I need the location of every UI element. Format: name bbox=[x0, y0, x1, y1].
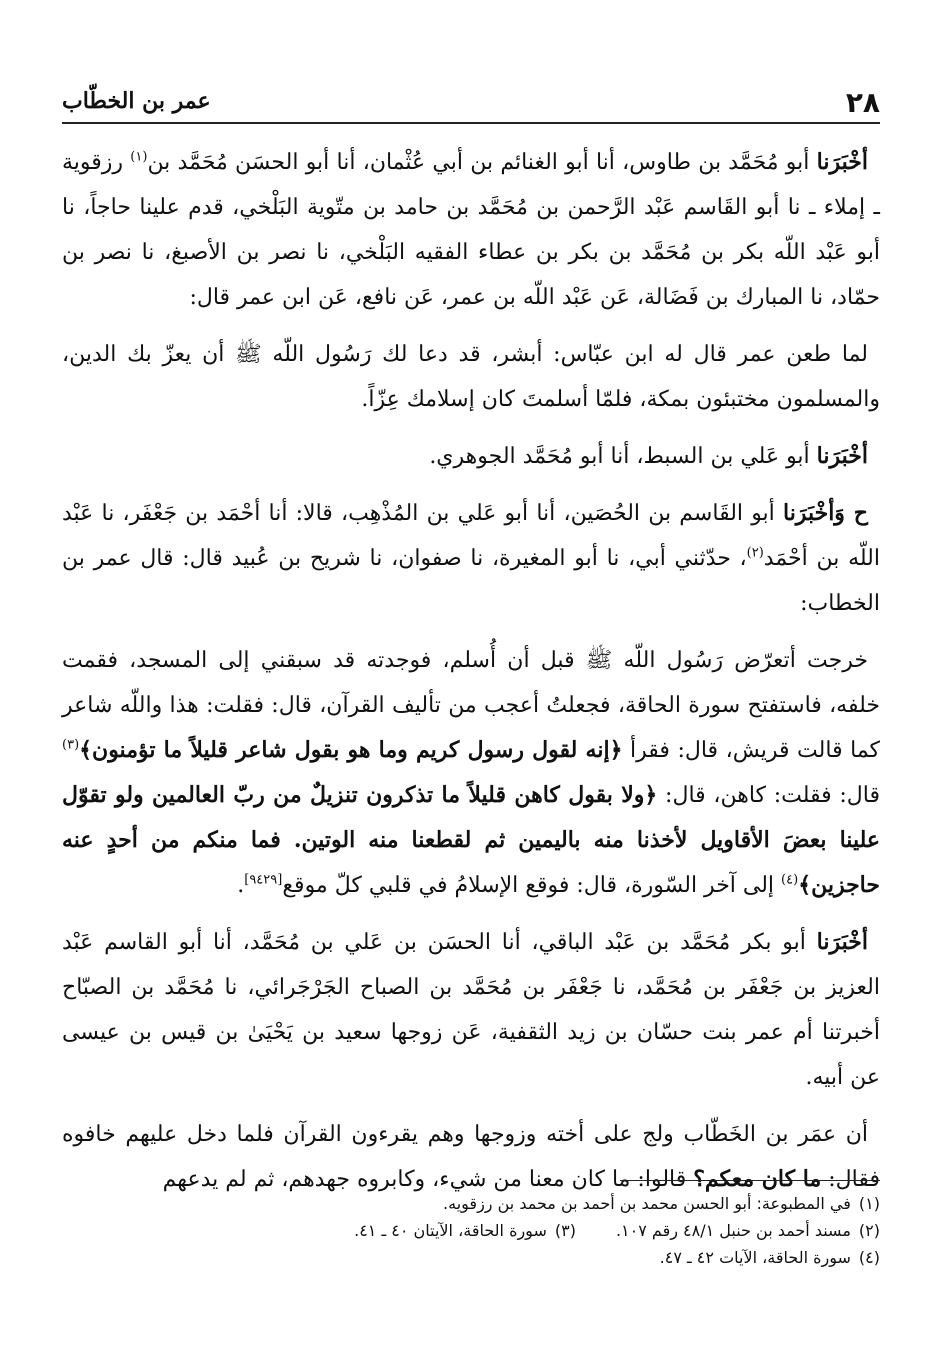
paragraph-text: ، حدّثني أبي، نا أبو المغيرة، نا صفوان، نا شريح بن عُبيد قال: قال عمر بن الخطاب: bbox=[62, 546, 880, 616]
footnote-ref: (٢) bbox=[746, 545, 764, 561]
page-header bbox=[62, 86, 880, 122]
chain-lead: أخْبَرَنا bbox=[816, 149, 868, 175]
paragraph-text: أبو القَاسم بن الحُصَين، أنا أبو عَلي بن المُذْهِب، قالا: أنا أحْمَد بن جَعْفَر، نا عَبْد اللّه بن أحْمَد bbox=[62, 501, 880, 571]
paragraph-text: أن عمَر بن الخَطّاب ولج على أخته وزوجها وهم يقرءون القرآن فلما دخل عليهم خافوه فقال: bbox=[62, 1122, 880, 1192]
footnote-row bbox=[62, 1244, 880, 1271]
paragraph-7 bbox=[62, 1112, 880, 1202]
quran-quote: ﴿ولا بقول كاهن قليلاً ما تذكرون تنزيلٌ من ربّ العالمين ولو تقوّل علينا بعضَ الأقاويل لأخذنا منه باليمين ثم لقطعنا منه الوتين. فما منكم من أحدٍ عنه حاجزين﴾ bbox=[62, 782, 880, 898]
paragraph-3 bbox=[62, 434, 880, 479]
footnote-number: (١) bbox=[858, 1194, 880, 1213]
paragraph-text: . bbox=[237, 873, 245, 898]
paragraph-text: أبو بكر مُحَمَّد بن عَبْد الباقي، أنا الحسَن بن عَلي بن مُحَمَّد، أنا أبو القاسم عَبْد العزيز بن جَعْفَر بن مُحَمَّد، نا جَعْفَر بن مُحَمَّد بن الصباح الجَرْجَرائي، نا مُحَمَّد بن الصبّاح أخبرتنا أم عمر بنت حسّان بن زيد الثقفية، عَن زوجها سعيد بن يَحْيَىٰ بن قيس بن عيسى عن أبيه. bbox=[62, 930, 880, 1090]
header-divider bbox=[62, 122, 880, 124]
footnote-ref: (٤) bbox=[781, 872, 799, 888]
footnote-text: في المطبوعة: أبو الحسن محمد بن أحمد بن محمد بن رزقويه. bbox=[443, 1194, 851, 1213]
paragraph-text: أبو عَلي بن السبط، أنا أبو مُحَمَّد الجوهري. bbox=[429, 444, 817, 469]
paragraph-6 bbox=[62, 920, 880, 1100]
paragraph-text: قالوا: ما كان معنا من شيء، وكابروه جهدهم، ثم لم يدعهم bbox=[162, 1167, 694, 1192]
footnote-text: مسند أحمد بن حنبل ٤٨/١ رقم ١٠٧. bbox=[615, 1221, 851, 1240]
footnote-text: سورة الحاقة، الآيتان ٤٠ ـ ٤١. bbox=[354, 1221, 547, 1240]
footnote-number: (٢) bbox=[858, 1221, 880, 1240]
chain-lead: أخْبَرَنا bbox=[816, 443, 868, 469]
paragraph-text: خرجت أتعرّض رَسُول اللّه ﷺ قبل أن أُسلم، فوجدته قد سبقني إلى المسجد، فقمت خلفه، فاستفتح سورة الحاقة، فجعلتُ أعجب من تأليف القرآن، قال: فقلت: هذا واللّه شاعر كما قالت قريش، قال: فقرأ bbox=[62, 648, 881, 763]
chain-lead: ح وَأخْبَرَنا bbox=[782, 500, 868, 526]
footnote-row bbox=[62, 1190, 880, 1217]
page-number: ٢٨ bbox=[845, 86, 880, 119]
paragraph-text: لما طعن عمر قال له ابن عبّاس: أبشر، قد دعا لك رَسُول اللّه ﷺ أن يعزّ بك الدين، والمسلمون مختبئون بمكة، فلمّا أسلمتَ كان إسلامك عِزّاً. bbox=[62, 342, 880, 412]
footnotes bbox=[62, 1190, 880, 1271]
page-body bbox=[62, 140, 880, 1214]
footnote-divider bbox=[620, 1180, 880, 1181]
paragraph-text: إلى آخر السّورة، قال: فوقع الإسلامُ في قلبي كلّ موقع bbox=[282, 873, 782, 898]
footnote-ref: (٣) bbox=[62, 737, 80, 753]
footnote-number: (٣) bbox=[554, 1221, 576, 1240]
paragraph-text: رزقوية ـ إملاء ـ نا أبو القَاسم عَبْد الرَّحمن بن مُحَمَّد بن حامد بن متّوية البَلْخي، قدم علينا حاجاً، نا أبو عَبْد اللّه بكر بن مُحَمَّد بن بكر بن عطاء الفقيه البَلْخي، نا نصر بن الأصبغ، نا نصر بن حمّاد، نا المبارك بن فَضَالة، عَن عَبْد اللّه بن عمر، عَن نافع، عَن ابن عمر قال: bbox=[62, 150, 880, 310]
footnote-number: (٤) bbox=[858, 1248, 880, 1267]
hadith-number: [٩٤٢٩] bbox=[244, 872, 283, 888]
paragraph-text: قال: فقلت: كاهن، قال: bbox=[657, 783, 881, 808]
running-title: عمر بن الخطّاب bbox=[62, 88, 211, 114]
paragraph-text: أبو مُحَمَّد بن طاوس، أنا أبو الغنائم بن أبي عُثْمان، أنا أبو الحسَن مُحَمَّد بن bbox=[147, 150, 817, 175]
paragraph-1 bbox=[62, 140, 880, 320]
footnote-text: سورة الحاقة، الآيات ٤٢ ـ ٤٧. bbox=[659, 1248, 851, 1267]
paragraph-4 bbox=[62, 491, 880, 626]
chain-lead: أخْبَرَنا bbox=[816, 929, 868, 955]
footnote-ref: (١) bbox=[130, 149, 148, 165]
footnote-row bbox=[62, 1217, 880, 1244]
bold-phrase: ما كان معكم؟ bbox=[693, 1166, 822, 1192]
paragraph-5 bbox=[62, 638, 880, 908]
quran-quote: ﴿إنه لقول رسول كريم وما هو بقول شاعر قليلاً ما تؤمنون﴾ bbox=[79, 737, 623, 763]
paragraph-2 bbox=[62, 332, 880, 422]
